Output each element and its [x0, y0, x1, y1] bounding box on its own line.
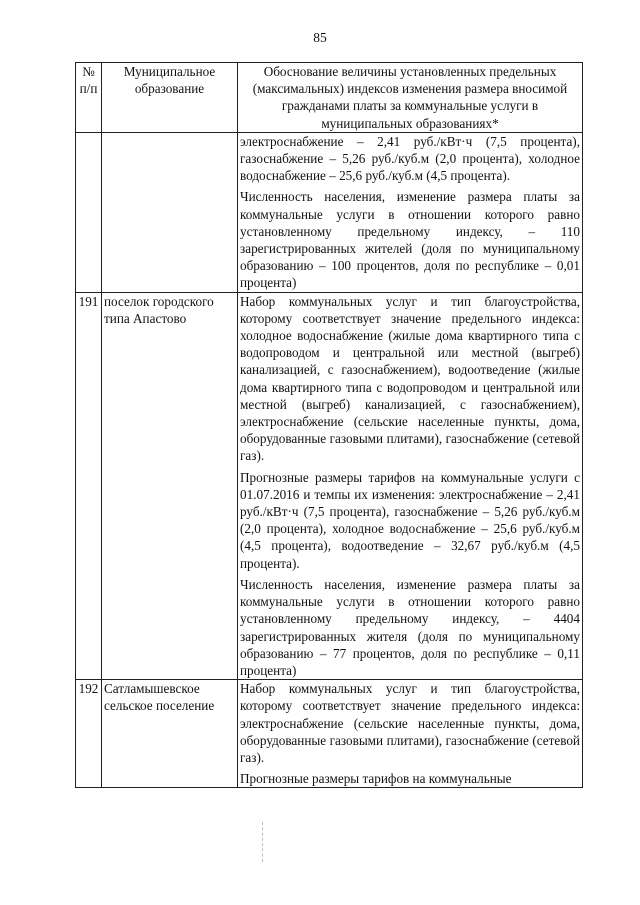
- municipal-index-table: [75, 62, 583, 788]
- justification-paragraph: электроснабжение – 2,41 руб./кВт·ч (7,5 процента), газоснабжение – 5,26 руб./куб.м (2,0 процента), холодное водоснабжение – 25,6 руб./куб.м (4,5 процента).: [240, 133, 580, 184]
- table-row: [76, 132, 583, 292]
- header-num: № п/п: [76, 63, 102, 133]
- row-municipality: Сатламышевское сельское поселение: [102, 680, 238, 788]
- row-justification: [238, 132, 583, 292]
- scan-fold-mark: [262, 822, 264, 862]
- row-num: [76, 132, 102, 292]
- header-justification: Обоснование величины установленных предельных (максимальных) индексов изменения размера вносимой гражданами платы за коммунальные услуги в муниципальных образованиях*: [238, 63, 583, 133]
- justification-paragraph: Прогнозные размеры тарифов на коммунальные: [240, 771, 512, 787]
- table-header-row: [76, 63, 583, 133]
- justification-paragraph: Прогнозные размеры тарифов на коммунальные услуги с 01.07.2016 и темпы их изменения: электроснабжение – 2,41 руб./кВт·ч (7,5 процента), газоснабжение – 5,26 руб./куб.м (2,0 процента), холодное водоснабжение – 25,6 руб./куб.м (4,5 процента), водоотведение – 32,67 руб./куб.м (4,5 процента).: [240, 469, 580, 571]
- row-justification: [238, 680, 583, 788]
- row-justification: [238, 292, 583, 679]
- row-municipality: [102, 132, 238, 292]
- justification-paragraph: Численность населения, изменение размера платы за коммунальные услуги в отношении которого равно установленному предельному индексу, – 4404 зарегистрированных жителя (доля по муниципальному образованию – 77 процентов, доля по республике – 0,11 процента): [240, 576, 580, 678]
- row-num: 191: [76, 292, 102, 679]
- justification-paragraph: Набор коммунальных услуг и тип благоустройства, которому соответствует значение предельного индекса: электроснабжение (сельские населенные пункты, дома, оборудованные газовыми плитами), газоснабжение (сетевой газ).: [240, 681, 580, 765]
- header-municipality: Муниципальное образование: [102, 63, 238, 133]
- table-row: [76, 680, 583, 788]
- row-num: 192: [76, 680, 102, 788]
- page-number: 85: [313, 30, 327, 45]
- table-row: [76, 292, 583, 679]
- row-municipality: поселок городского типа Апастово: [102, 292, 238, 679]
- justification-paragraph: Набор коммунальных услуг и тип благоустройства, которому соответствует значение предельного индекса: холодное водоснабжение (жилые дома квартирного типа с водопроводом и центральной или местной (выгреб) канализацией, с газоснабжением), водоотведение (жилые дома квартирного типа с водопроводом и центральной или местной (выгреб) канализацией, с газоснабжением), электроснабжение (сельские населенные пункты, дома, оборудованные газовыми плитами), газоснабжение (сетевой газ).: [240, 293, 580, 464]
- justification-paragraph: Численность населения, изменение размера платы за коммунальные услуги в отношении которого равно установленному предельному индексу, – 110 зарегистрированных жителей (доля по муниципальному образованию – 100 процентов, доля по республике – 0,01 процента): [240, 189, 580, 291]
